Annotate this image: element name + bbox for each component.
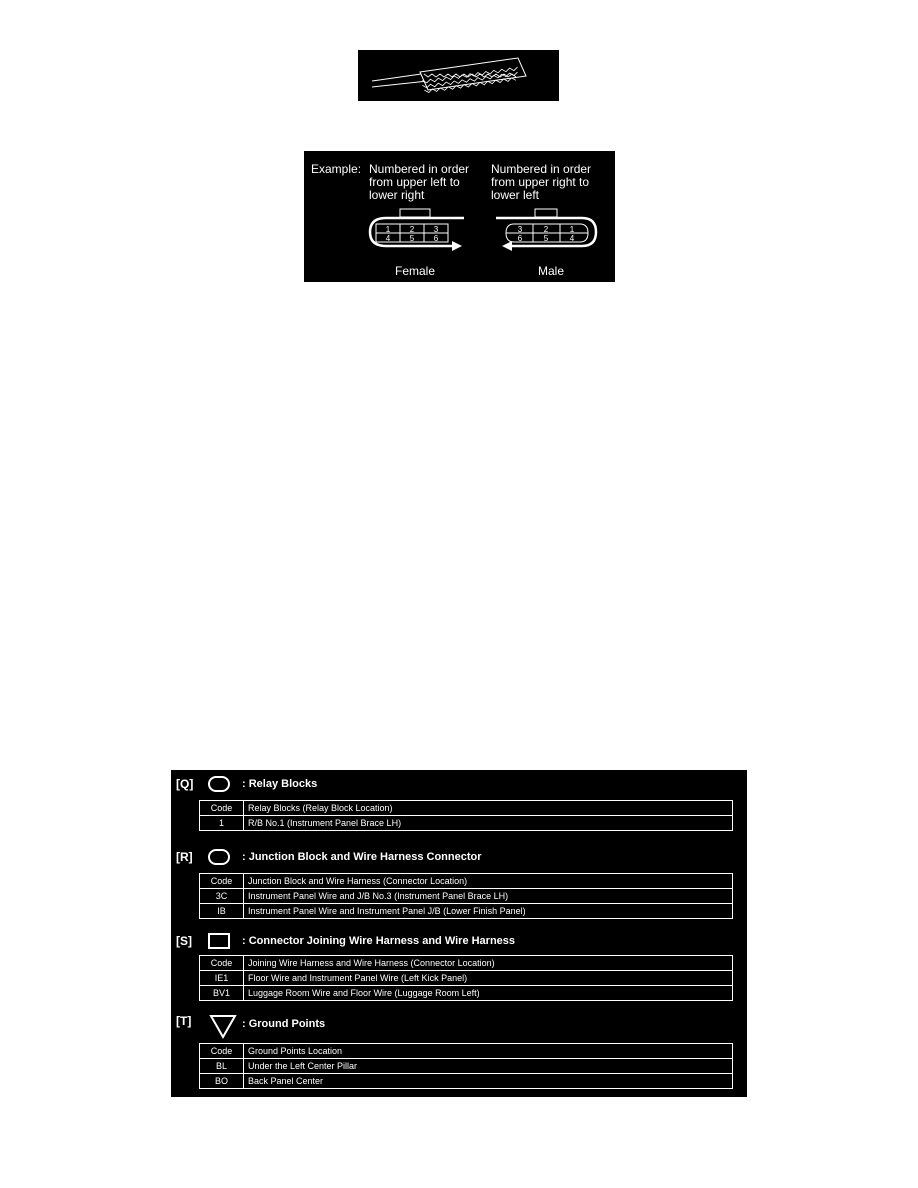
section-tag: [Q]: [176, 777, 194, 791]
male-desc-line-3: lower left: [491, 188, 540, 202]
table-header-row: [200, 874, 733, 889]
square-icon: [207, 932, 231, 950]
location-cell: Luggage Room Wire and Floor Wire (Luggage Room Left): [244, 986, 733, 1001]
table-header-row: [200, 801, 733, 816]
code-cell: 1: [200, 816, 244, 831]
female-pin: 5: [409, 234, 415, 243]
male-pin: 2: [543, 225, 549, 234]
location-cell: Instrument Panel Wire and J/B No.3 (Instrument Panel Brace LH): [244, 889, 733, 904]
female-pin: 6: [433, 234, 439, 243]
male-pin: 3: [517, 225, 523, 234]
section-tag: [S]: [176, 934, 192, 948]
code-cell: BV1: [200, 986, 244, 1001]
rounded-square-icon: [207, 775, 231, 793]
table-row: [200, 816, 733, 831]
down-triangle-icon: [209, 1013, 237, 1039]
shielded-wire-image: [358, 50, 559, 101]
location-cell: R/B No.1 (Instrument Panel Brace LH): [244, 816, 733, 831]
table-header-cell: Junction Block and Wire Harness (Connector Location): [244, 874, 733, 889]
code-cell: BL: [200, 1059, 244, 1074]
female-desc-line-3: lower right: [369, 188, 425, 202]
male-desc-line-2: from upper right to: [491, 175, 590, 189]
section-title: : Connector Joining Wire Harness and Wire Harness: [242, 935, 516, 947]
female-desc-line-1: Numbered in order: [369, 162, 470, 176]
location-cell: Under the Left Center Pillar: [244, 1059, 733, 1074]
table-header-cell: Joining Wire Harness and Wire Harness (Connector Location): [244, 956, 733, 971]
section-tag: [R]: [176, 850, 193, 864]
male-pin: 1: [569, 225, 575, 234]
table-header-cell: Ground Points Location: [244, 1044, 733, 1059]
table-row: [200, 1059, 733, 1074]
female-pin: 3: [433, 225, 439, 234]
connector-numbering-example: [304, 151, 615, 282]
location-code-legend: [171, 770, 747, 1097]
male-pin: 6: [517, 234, 523, 243]
male-desc-line-1: Numbered in order: [491, 162, 592, 176]
location-cell: Floor Wire and Instrument Panel Wire (Left Kick Panel): [244, 971, 733, 986]
table-row: [200, 986, 733, 1001]
table-header-cell: Code: [200, 801, 244, 816]
table-header-cell: Relay Blocks (Relay Block Location): [244, 801, 733, 816]
section-title: : Ground Points: [242, 1018, 326, 1030]
example-label: Example:: [311, 162, 362, 176]
table-row: [200, 1074, 733, 1089]
female-label: Female: [394, 264, 436, 278]
male-pin: 4: [569, 234, 575, 243]
female-connector-icon: [370, 209, 464, 251]
code-cell: 3C: [200, 889, 244, 904]
table-row: [200, 889, 733, 904]
joining-connector-table: [199, 955, 733, 1001]
section-title: : Relay Blocks: [242, 778, 318, 790]
junction-block-table: [199, 873, 733, 919]
code-cell: IE1: [200, 971, 244, 986]
section-title: : Junction Block and Wire Harness Connector: [242, 851, 482, 863]
table-header-row: [200, 1044, 733, 1059]
table-header-cell: Code: [200, 1044, 244, 1059]
section-tag: [T]: [176, 1014, 192, 1028]
relay-blocks-table: [199, 800, 733, 831]
location-cell: Instrument Panel Wire and Instrument Panel J/B (Lower Finish Panel): [244, 904, 733, 919]
code-cell: BO: [200, 1074, 244, 1089]
male-label: Male: [537, 264, 565, 278]
ground-points-table: [199, 1043, 733, 1089]
female-pin: 4: [385, 234, 391, 243]
table-row: [200, 904, 733, 919]
table-header-cell: Code: [200, 956, 244, 971]
table-header-cell: Code: [200, 874, 244, 889]
rounded-square-icon: [207, 848, 231, 866]
male-pin: 5: [543, 234, 549, 243]
female-pin: 2: [409, 225, 415, 234]
code-cell: IB: [200, 904, 244, 919]
female-pin: 1: [385, 225, 391, 234]
table-header-row: [200, 956, 733, 971]
shielded-wire-icon: [358, 50, 559, 101]
table-row: [200, 971, 733, 986]
female-desc-line-2: from upper left to: [369, 175, 460, 189]
location-cell: Back Panel Center: [244, 1074, 733, 1089]
